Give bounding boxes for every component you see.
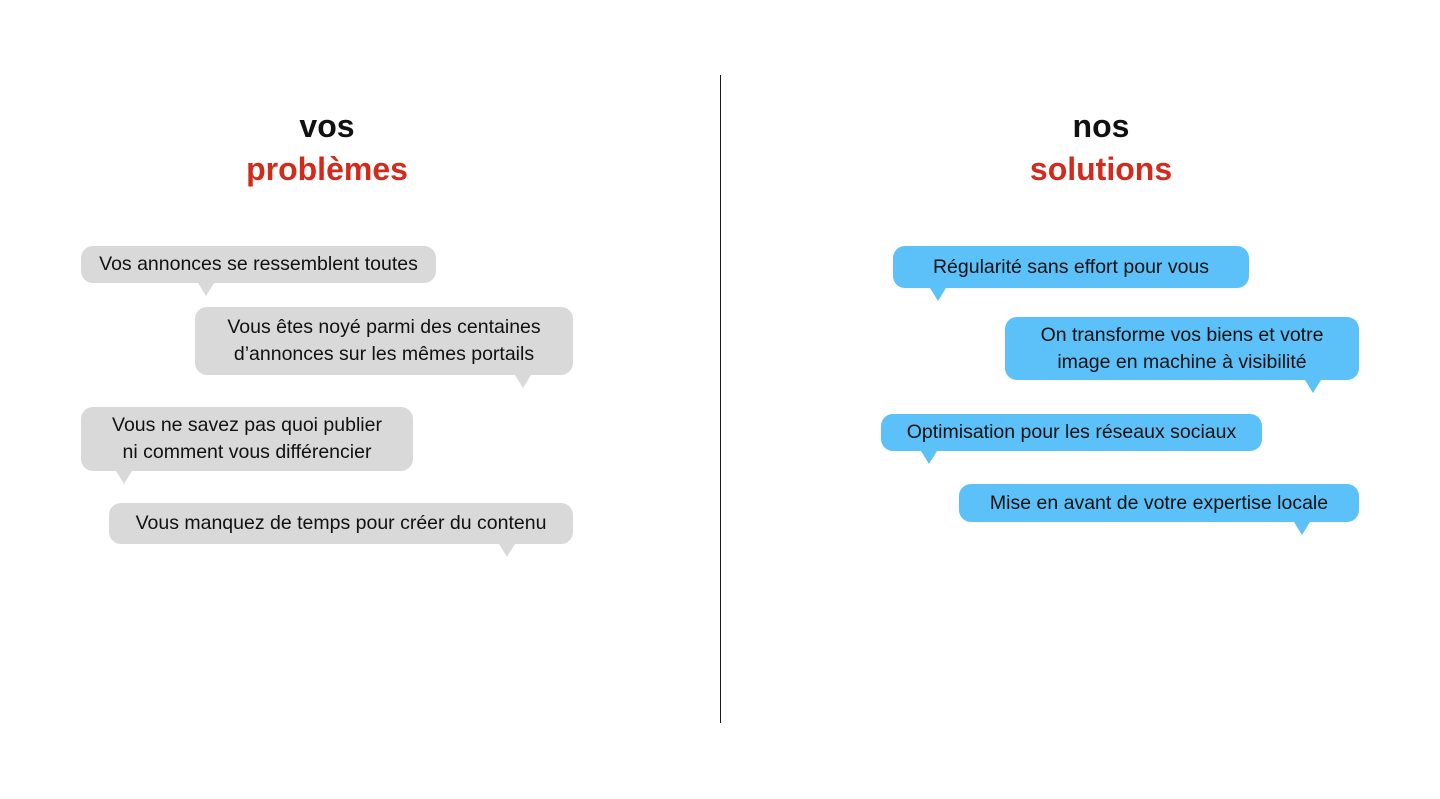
solutions-heading-line2: solutions: [1029, 151, 1173, 187]
bubble-tail: [921, 451, 937, 464]
solution-bubble: [893, 246, 1249, 288]
bubble-tail: [116, 471, 132, 484]
solutions-heading: [901, 105, 1301, 191]
bubble-text: image en machine à visibilité: [1057, 350, 1307, 373]
bubble-text: Optimisation pour les réseaux sociaux: [906, 421, 1237, 443]
problem-bubble: [195, 307, 573, 375]
problem-bubble: [109, 503, 573, 544]
center-divider: [720, 75, 721, 723]
bubble-text: Vos annonces se ressemblent toutes: [99, 253, 418, 275]
bubble-tail: [198, 283, 214, 296]
problems-heading-line1: vos: [299, 108, 355, 144]
bubble-tail: [1294, 522, 1310, 535]
bubble-text: d’annonces sur les mêmes portails: [233, 343, 535, 365]
bubble-tail: [930, 288, 946, 301]
problem-bubble: [81, 246, 436, 283]
solution-bubble: [881, 414, 1262, 451]
bubble-text: Vous manquez de temps pour créer du contenu: [135, 512, 547, 534]
solution-bubble: [959, 484, 1359, 522]
bubble-text: Vous êtes noyé parmi des centaines: [227, 316, 541, 338]
problems-heading-line2: problèmes: [246, 151, 408, 187]
bubble-tail: [499, 544, 515, 557]
solution-bubble: [1005, 317, 1359, 380]
problem-bubble: [81, 407, 413, 471]
bubble-text: Mise en avant de votre expertise locale: [989, 491, 1329, 514]
bubble-tail: [515, 375, 531, 388]
solutions-heading-line1: nos: [1072, 108, 1130, 144]
bubble-text: ni comment vous différencier: [122, 441, 372, 463]
bubble-text: On transforme vos biens et votre: [1040, 323, 1324, 346]
problems-heading: [127, 105, 527, 191]
bubble-text: Vous ne savez pas quoi publier: [112, 414, 382, 436]
bubble-tail: [1305, 380, 1321, 393]
bubble-text: Régularité sans effort pour vous: [932, 255, 1210, 278]
